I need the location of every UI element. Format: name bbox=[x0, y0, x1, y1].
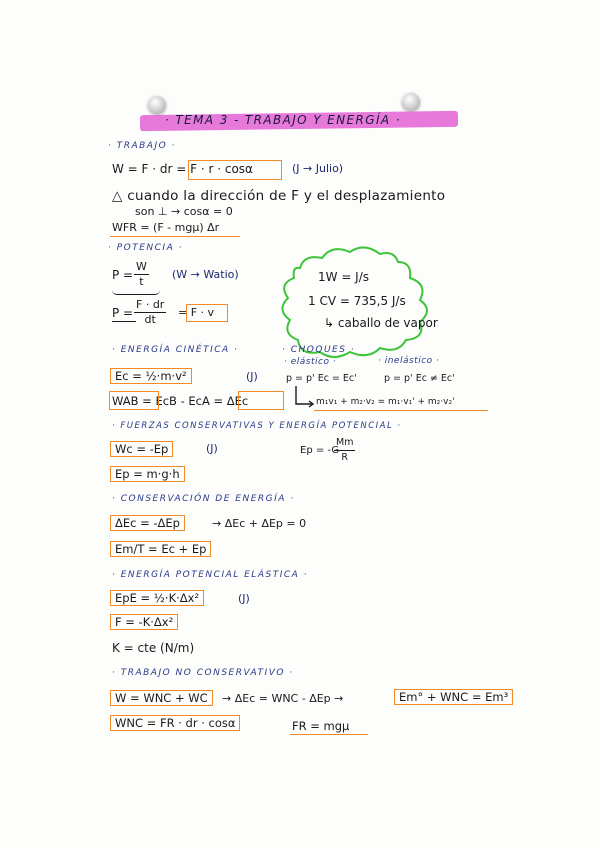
work-energy-theorem: WAB = EcB - EcA = ΔEc bbox=[112, 394, 249, 408]
friction-force-underline bbox=[290, 734, 368, 735]
power-frac2-num: F · dr bbox=[136, 298, 165, 311]
grav-frac-num: Mm bbox=[334, 436, 355, 451]
power-eq-label: P = bbox=[112, 268, 134, 282]
power-eq2-label: P = bbox=[112, 306, 134, 320]
work-unit: (J → Julio) bbox=[292, 162, 344, 175]
momentum-underline bbox=[314, 410, 488, 411]
section-heading-conservativas: · FUERZAS CONSERVATIVAS Y ENERGÍA POTENCIAL · bbox=[112, 421, 402, 431]
conservative-work: Wc = -Ep bbox=[110, 441, 173, 457]
elastic-potential-unit: (J) bbox=[238, 592, 250, 605]
mechanical-energy-balance: Em° + WNC = Em³ bbox=[394, 689, 513, 705]
cloud-watt-definition: 1W = J/s bbox=[318, 270, 370, 284]
spring-constant: K = cte (N/m) bbox=[112, 641, 195, 655]
cloud-cv-definition: 1 CV = 735,5 J/s bbox=[308, 294, 406, 308]
elastic-label: · elástico · bbox=[284, 357, 337, 367]
power-frac2-den: dt bbox=[144, 313, 156, 326]
friction-force: FR = mgμ bbox=[292, 719, 350, 733]
gravitational-potential-lhs: Ep = -G bbox=[300, 445, 340, 456]
section-heading-cinetica: · ENERGÍA CINÉTICA · bbox=[112, 345, 239, 355]
elastic-conditions: p = p' Ec = Ec' bbox=[286, 373, 357, 384]
section-heading-no-conservativo: · TRABAJO NO CONSERVATIVO · bbox=[112, 668, 294, 678]
nonconservative-work: WNC = FR · dr · cosα bbox=[110, 715, 240, 731]
mechanical-energy-total: Em/T = Ec + Ep bbox=[110, 541, 211, 557]
hooke-law: F = -K·Δx² bbox=[110, 614, 178, 630]
inelastic-conditions: p = p' Ec ≠ Ec' bbox=[384, 373, 455, 384]
power-unit: (W → Watio) bbox=[172, 268, 239, 281]
section-heading-conservacion: · CONSERVACIÓN DE ENERGÍA · bbox=[112, 494, 295, 504]
section-heading-trabajo: · TRABAJO · bbox=[108, 141, 176, 151]
nonconservative-relation: → ΔEc = WNC - ΔEp → bbox=[222, 692, 344, 705]
inelastic-label: · inelástico · bbox=[378, 356, 440, 366]
momentum-conservation: m₁v₁ + m₂·v₂ = m₁·v₁' + m₂·v₂' bbox=[316, 397, 455, 407]
section-heading-potencia: · POTENCIA · bbox=[108, 243, 183, 253]
elastic-potential-energy: EpE = ½·K·Δx² bbox=[110, 590, 204, 606]
total-work: W = WNC + WC bbox=[110, 690, 213, 706]
perpendicular-note-line1: △ cuando la dirección de F y el desplazamiento bbox=[112, 188, 446, 204]
kinetic-energy-formula: Ec = ½·m·v² bbox=[110, 368, 192, 384]
perpendicular-note-line2: son ⊥ → cosα = 0 bbox=[135, 205, 233, 218]
gravitational-potential-fraction bbox=[334, 436, 355, 465]
friction-work-formula: WFR = (F - mgμ) Δr bbox=[112, 221, 220, 234]
grav-frac-den: R bbox=[341, 452, 349, 463]
power-frac-num: W bbox=[136, 260, 147, 273]
conservative-work-unit: (J) bbox=[206, 442, 218, 455]
power-result: = F · v bbox=[178, 306, 215, 319]
work-formula: W = F · dr = F · r · cosα bbox=[112, 162, 253, 176]
section-heading-elastica: · ENERGÍA POTENCIAL ELÁSTICA · bbox=[112, 570, 309, 580]
energy-conservation-sum: → ΔEc + ΔEp = 0 bbox=[212, 517, 307, 530]
cloud-cv-meaning: ↳ caballo de vapor bbox=[324, 316, 438, 330]
power-frac-den: t bbox=[139, 275, 144, 288]
kinetic-energy-unit: (J) bbox=[246, 370, 258, 383]
choques-heading: · CHOQUES · bbox=[282, 345, 356, 355]
gravitational-potential-energy: Ep = m·g·h bbox=[110, 466, 185, 482]
page-title: · TEMA 3 - TRABAJO Y ENERGÍA · bbox=[165, 113, 401, 127]
energy-conservation-delta: ΔEc = -ΔEp bbox=[110, 515, 185, 531]
